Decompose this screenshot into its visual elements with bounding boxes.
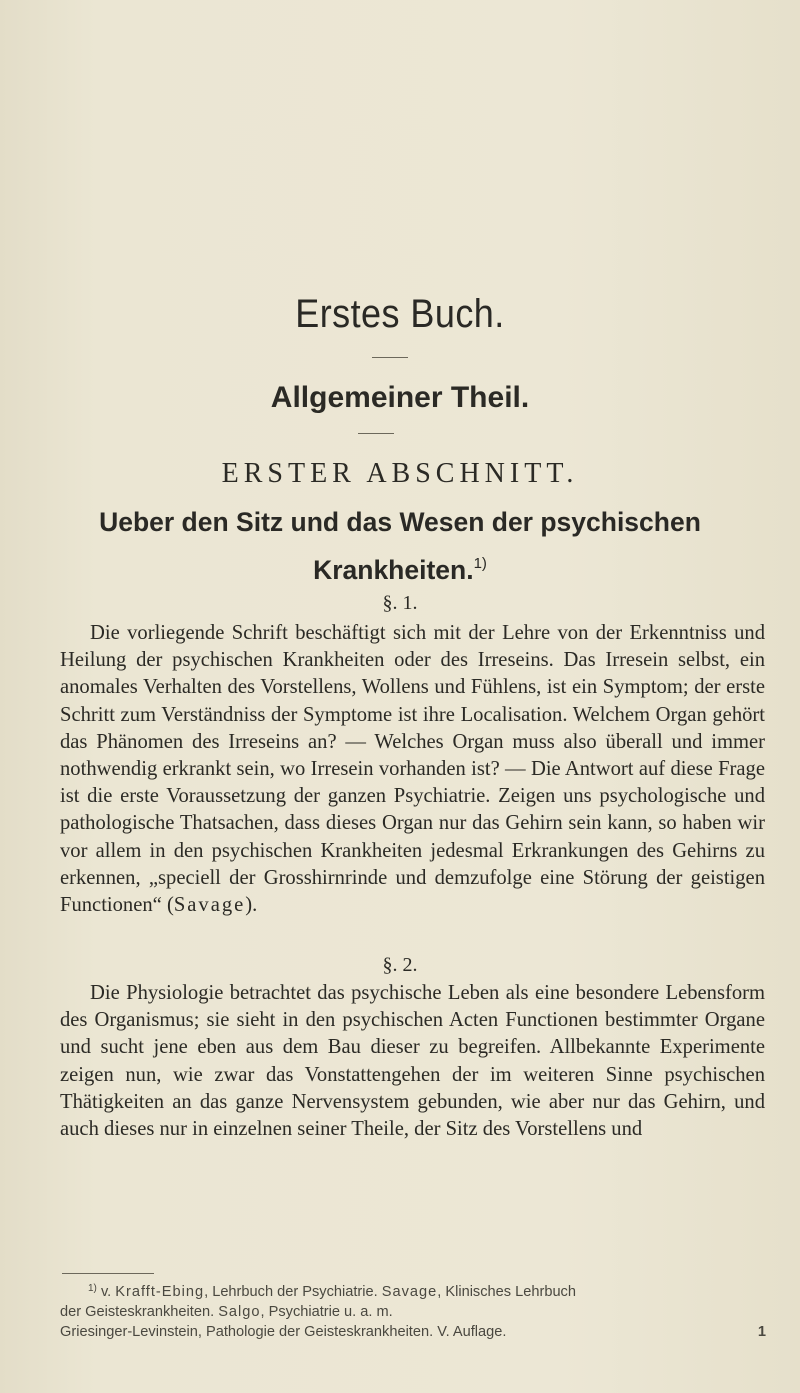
footnote-line-2 <box>60 1302 766 1322</box>
footnote-divider <box>62 1273 154 1274</box>
paragraph-1-text: Die vorliegende Schrift beschäftigt sich mit der Lehre von der Erkenntniss und Heilung der psychischen Krankheiten oder des Irreseins. Das Irresein selbst, ein anomales Verhalten des Vorstellens, Wollens und Fühlens, ist ein Symptom; der erste Schritt zum Verständniss der Symptome ist ihre Localisation. Welchem Organ gehört das Phänomen des Irreseins an? — Welches Organ muss also überall und immer nothwendig erkrankt sein, wo Irresein vorhanden ist? — Die Antwort auf diese Frage ist die erste Voraussetzung der ganzen Psychiatrie. Zeigen uns psychologische und pathologische Thatsachen, dass dieses Organ nur das Gehirn sein kann, so haben wir vor allem in den psychischen Krankheiten jedesmal Erkrankungen des Gehirns zu erkennen, „speciell der Grosshirnrinde und demzufolge eine Störung der geistigen Functionen“ ( <box>60 622 765 917</box>
chapter-title-line2-text: Krankheiten. <box>313 555 474 585</box>
section-sign-2: §. 2. <box>382 954 418 976</box>
footnote <box>60 1279 766 1342</box>
footnote-reference: 1) <box>473 555 487 572</box>
signature-mark: 1 <box>757 1324 766 1340</box>
printer-line: Griesinger-Levinstein, Pathologie der Geisteskrankheiten. V. Auflage. <box>60 1324 507 1340</box>
footnote-line-1 <box>60 1279 766 1302</box>
section-label: ERSTER ABSCHNITT. <box>221 458 579 489</box>
chapter-title-line1: Ueber den Sitz und das Wesen der psychischen <box>99 507 701 537</box>
title-divider <box>372 357 408 358</box>
paragraph-1-author: Savage <box>173 894 246 917</box>
footnote-text-1a: v. <box>96 1284 116 1300</box>
section-sign-1: §. 1. <box>382 592 418 614</box>
footnote-text-1c: , Klinisches Lehrbuch <box>437 1284 576 1300</box>
chapter-title-line2 <box>0 543 800 591</box>
footnote-author-3: Salgo <box>218 1304 261 1320</box>
part-title: Allgemeiner Theil. <box>270 381 530 414</box>
footnote-author-1: Krafft-Ebing <box>115 1284 205 1300</box>
part-divider <box>358 433 394 434</box>
paragraph-2: Die Physiologie betrachtet das psychische Leben als eine besondere Lebensform des Organismus; sie sieht in den psychischen Acten Functionen bestimmter Organe und sucht jene eben aus dem Bau dieser zu begreifen. Allbekannte Experimente zeigen nun, wie zwar das Vonstattengehen der im weiteren Sinne psychischen Thätigkeiten an das ganze Nervensystem gebunden, wie aber nur das Gehirn, und auch dieses nur in einzelnen seiner Theile, der Sitz des Vorstellens und <box>60 982 765 1141</box>
signature-line <box>60 1322 766 1342</box>
footnote-author-2: Savage <box>381 1284 438 1300</box>
footnote-text-2a: der Geisteskrankheiten. <box>60 1304 219 1320</box>
chapter-title <box>0 502 800 591</box>
book-title: Erstes Buch. <box>295 292 505 336</box>
paragraph-1-end: ). <box>245 894 258 917</box>
footnote-text-2b: , Psychiatrie u. a. m. <box>260 1304 393 1320</box>
footnote-text-1b: , Lehrbuch der Psychiatrie. <box>204 1284 382 1300</box>
paragraph-1 <box>60 620 765 919</box>
footnote-marker: 1) <box>88 1283 97 1294</box>
